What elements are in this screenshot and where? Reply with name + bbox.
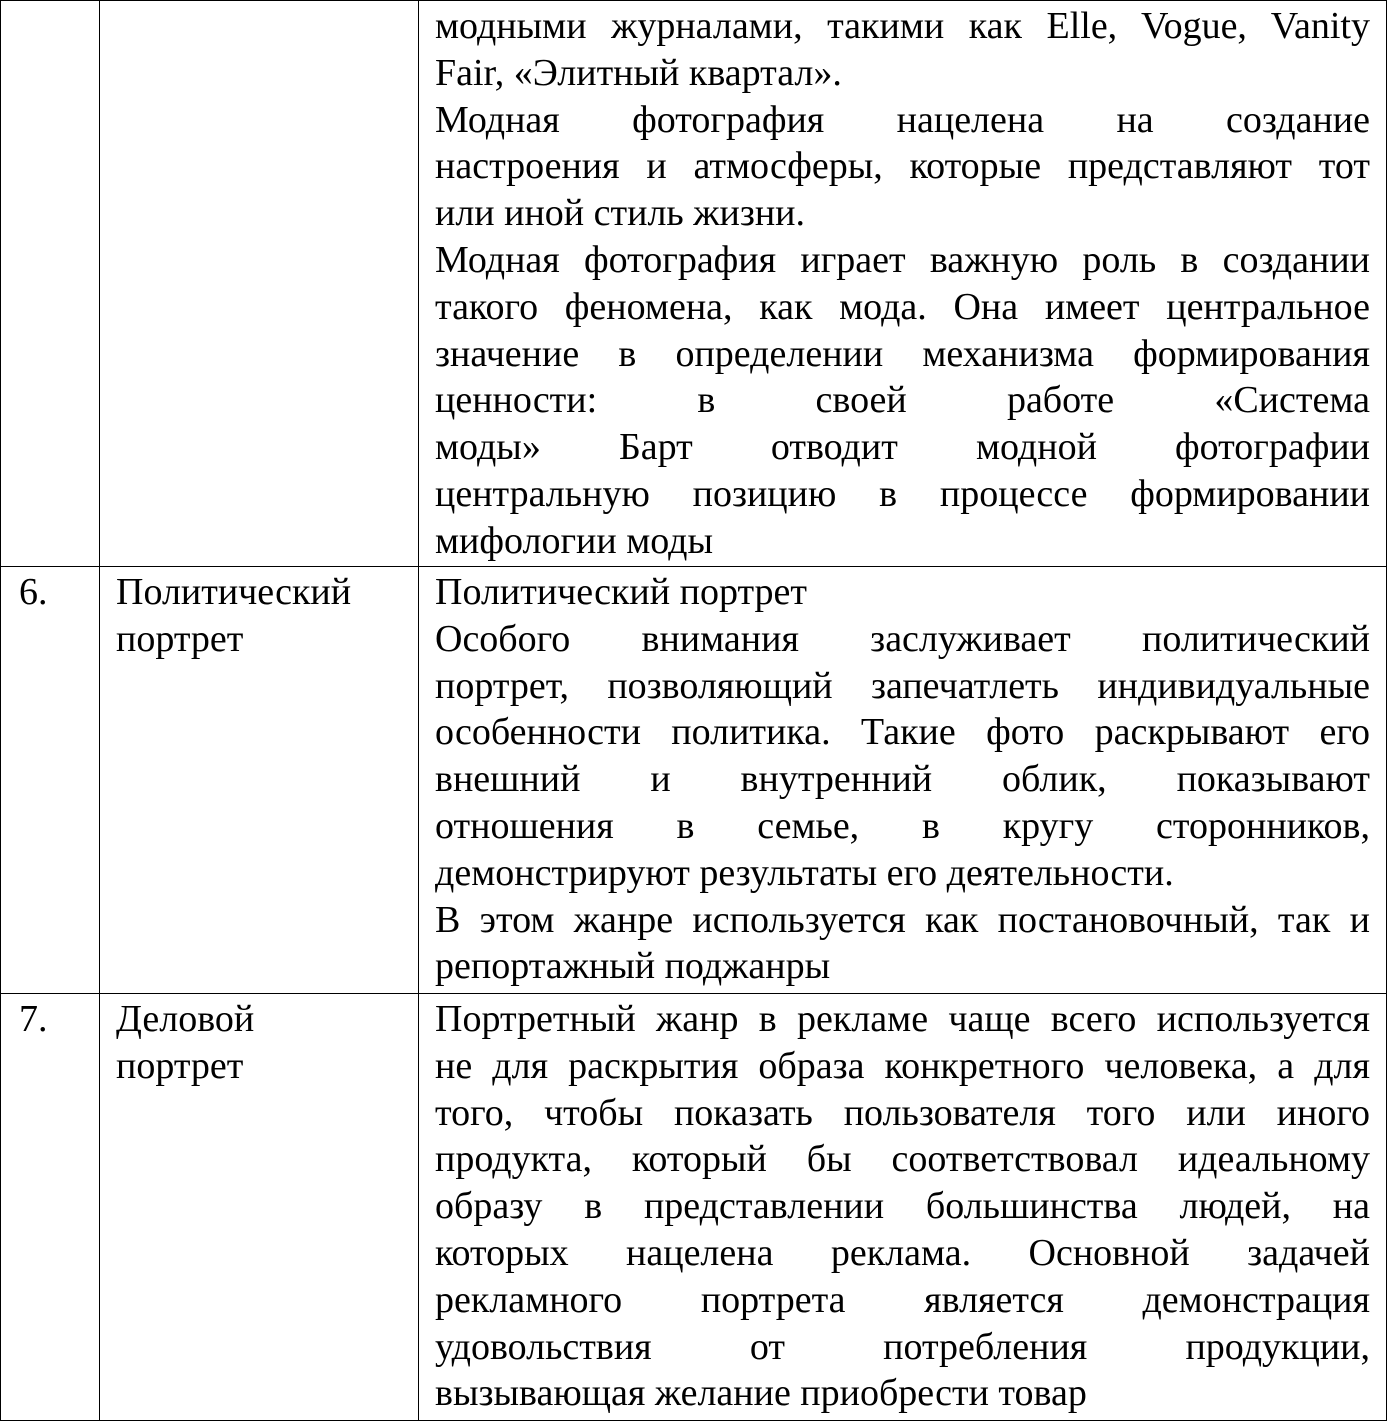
- text-line: модными журналами, такими как Elle, Vogue, Vanity: [435, 5, 1370, 47]
- genre-name-line: портрет: [116, 1044, 244, 1087]
- text-line: В этом жанре используется как постановочный, так и: [435, 898, 1370, 941]
- description-cell: [419, 567, 1387, 994]
- description-paragraph: [435, 97, 1370, 237]
- row-number-cell: [1, 994, 100, 1421]
- table-row: [1, 994, 1387, 1421]
- genre-cell: [100, 1, 419, 567]
- text-line: удовольствия от потребления продукции,: [435, 1325, 1370, 1368]
- description-paragraph: [435, 3, 1370, 97]
- table-row: [1, 1, 1387, 567]
- text-line: Политический портрет: [435, 571, 807, 613]
- text-line: центральную позицию в процессе формировании: [435, 472, 1370, 515]
- text-line: демонстрируют результаты его деятельности.: [435, 851, 1174, 894]
- table-row: [1, 567, 1387, 994]
- text-line: того, чтобы показать пользователя того или иного: [435, 1091, 1370, 1134]
- text-line: ценности: в своей работе «Система: [435, 379, 1370, 422]
- text-line: Особого внимания заслуживает политический: [435, 617, 1370, 660]
- text-line: или иной стиль жизни.: [435, 192, 806, 235]
- text-line: особенности политика. Такие фото раскрывают его: [435, 711, 1370, 754]
- description-cell: [419, 1, 1387, 567]
- text-line: репортажный поджанры: [435, 945, 831, 988]
- text-line: внешний и внутренний облик, показывают: [435, 758, 1370, 801]
- text-line: Модная фотография играет важную роль в создании: [435, 238, 1370, 281]
- text-line: образу в представлении большинства людей, на: [435, 1185, 1370, 1228]
- row-number-cell: [1, 567, 100, 994]
- text-line: Fair, «Элитный квартал».: [435, 51, 842, 94]
- description-paragraph: [435, 996, 1370, 1417]
- text-line: Портретный жанр в рекламе чаще всего используется: [435, 998, 1370, 1040]
- row-number: 6.: [19, 571, 48, 613]
- row-number: 7.: [19, 998, 48, 1040]
- text-line: портрет, позволяющий запечатлеть индивидуальные: [435, 664, 1370, 707]
- genre-cell: [100, 567, 419, 994]
- text-line: мифологии моды: [435, 519, 714, 562]
- text-line: вызывающая желание приобрести товар: [435, 1372, 1087, 1415]
- text-line: значение в определении механизма формирования: [435, 332, 1370, 375]
- row-number-cell: [1, 1, 100, 567]
- description-cell: [419, 994, 1387, 1421]
- text-line: настроения и атмосферы, которые представляют тот: [435, 145, 1370, 188]
- description-paragraph: [435, 616, 1370, 897]
- text-line: не для раскрытия образа конкретного человека, а для: [435, 1044, 1370, 1087]
- genre-cell: [100, 994, 419, 1421]
- text-line: отношения в семье, в кругу сторонников,: [435, 804, 1370, 847]
- description-paragraph: [435, 897, 1370, 991]
- description-paragraph: [435, 237, 1370, 565]
- text-line: моды» Барт отводит модной фотографии: [435, 426, 1370, 469]
- text-line: такого феномена, как мода. Она имеет центральное: [435, 285, 1370, 328]
- text-line: которых нацелена реклама. Основной задачей: [435, 1231, 1370, 1274]
- text-line: Модная фотография нацелена на создание: [435, 98, 1370, 141]
- text-line: продукта, который бы соответствовал идеальному: [435, 1138, 1370, 1181]
- description-paragraph: [435, 569, 1370, 616]
- genre-name-line: портрет: [116, 617, 244, 660]
- text-line: рекламного портрета является демонстрация: [435, 1278, 1370, 1321]
- genre-name-line: Политический: [116, 571, 352, 613]
- genre-name-line: Деловой: [116, 998, 255, 1040]
